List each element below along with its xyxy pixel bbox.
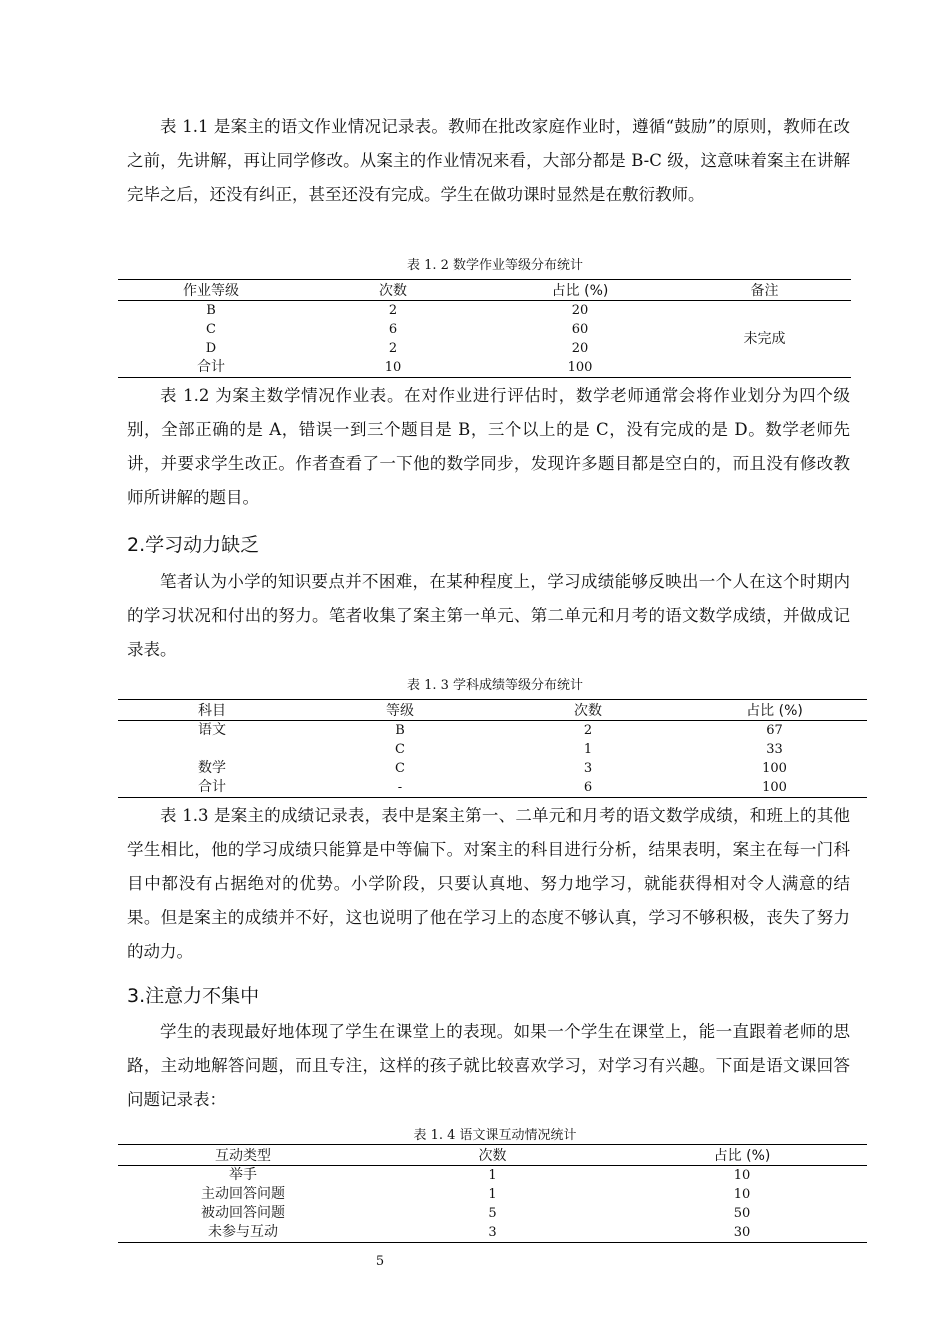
table-caption-1-4: 表 1. 4 语文课互动情况统计 <box>413 1128 577 1143</box>
table-cell: 2 <box>388 341 398 356</box>
table-cell: 100 <box>567 360 593 375</box>
table-cell: 数学 <box>198 760 226 776</box>
table-row <box>118 778 867 798</box>
table-cell: 1 <box>488 1168 497 1183</box>
table-cell: 10 <box>384 360 402 375</box>
paragraph-4: 表 1.3 是案主的成绩记录表，表中是案主第一、二单元和月考的语文数学成绩，和班上的其他学生相比，他的学习成绩只能算是中等偏下。对案主的科目进行分析，结果表明，案主在每一门科目中都没有占据绝对的优势。小学阶段，只要认真地、努力地学习，就能获得相对令人满意的结果。但是案主的成绩并不好，这也说明了他在学习上的态度不够认真，学习不够积极，丧失了努力的动力。 <box>127 806 850 961</box>
table-cell: C <box>206 322 216 337</box>
column-header: 作业等级 <box>118 280 304 301</box>
table-row <box>118 759 867 778</box>
table-row <box>118 740 867 759</box>
table-cell: 20 <box>571 303 589 318</box>
column-header: 占比 (%) <box>482 280 678 301</box>
table-cell: 33 <box>766 742 783 757</box>
table-row <box>118 721 867 741</box>
table-cell: 1 <box>488 1187 497 1202</box>
table-caption-1-3: 表 1. 3 学科成绩等级分布统计 <box>406 678 584 693</box>
paragraph-3: 笔者认为小学的知识要点并不困难，在某种程度上，学习成绩能够反映出一个人在这个时期内的学习状况和付出的努力。笔者收集了案主第一单元、第二单元和月考的语文数学成绩，并做成记录表。 <box>127 572 850 659</box>
table-cell: 50 <box>733 1206 751 1221</box>
table-cell: 100 <box>762 761 787 776</box>
class-interaction-table <box>118 1144 867 1243</box>
table-cell: 语文 <box>198 722 226 738</box>
table-cell: 100 <box>762 780 787 795</box>
table-cell: 主动回答问题 <box>201 1186 285 1202</box>
table-cell: B <box>206 303 216 318</box>
table-row <box>118 1185 867 1204</box>
table-caption-1-2: 表 1. 2 数学作业等级分布统计 <box>406 258 584 273</box>
table-cell: 3 <box>583 761 593 776</box>
remark-cell: 未完成 <box>743 330 786 347</box>
table-cell: 1 <box>583 742 593 757</box>
paragraph-5: 学生的表现最好地体现了学生在课堂上的表现。如果一个学生在课堂上，能一直跟着老师的思路，主动地解答问题，而且专注，这样的孩子就比较喜欢学习，对学习有兴趣。下面是语文课回答问题记录表： <box>127 1022 850 1109</box>
table-cell: 2 <box>583 723 593 738</box>
table-cell: 未参与互动 <box>208 1224 278 1240</box>
table-row <box>118 301 851 321</box>
table-cell: 60 <box>571 322 589 337</box>
column-header: 等级 <box>306 700 494 721</box>
table-row <box>118 1204 867 1223</box>
table-cell: 举手 <box>229 1167 257 1183</box>
column-header: 备注 <box>678 280 851 301</box>
table-cell <box>118 740 306 759</box>
paragraph-1: 表 1.1 是案主的语文作业情况记录表。教师在批改家庭作业时，遵循“鼓励”的原则，教师在改之前，先讲解，再让同学修改。从案主的作业情况来看，大部分都是 B-C 级，这意味着案主在讲解完毕之后，还没有纠正，甚至还没有完成。学生在做功课时显然是在敷衍教师。 <box>127 117 850 204</box>
table-cell: 10 <box>733 1187 751 1202</box>
table-cell: 合计 <box>198 779 226 795</box>
column-header: 次数 <box>304 280 482 301</box>
page-number: 5 <box>375 1254 385 1269</box>
table-cell: 20 <box>571 341 589 356</box>
table-row <box>118 1223 867 1243</box>
column-header: 次数 <box>494 700 682 721</box>
table-cell: 10 <box>733 1168 751 1183</box>
table-cell: 6 <box>388 322 398 337</box>
table-cell: 30 <box>733 1225 751 1240</box>
subject-grades-table <box>118 699 867 798</box>
section-heading-2: 2.学习动力缺乏 <box>127 534 260 556</box>
table-cell: B <box>395 723 405 738</box>
table-cell: 2 <box>388 303 398 318</box>
table-cell: C <box>395 742 405 757</box>
math-homework-table <box>118 279 851 378</box>
paragraph-2: 表 1.2 为案主数学情况作业表。在对作业进行评估时，数学老师通常会将作业划分为四个级别，全部正确的是 A，错误一到三个题目是 B，三个以上的是 C，没有完成的是 D。数学老师先讲，并要求学生改正。作者查看了一下他的数学同步，发现许多题目都是空白的，而且没有修改教师所讲解的题目。 <box>127 386 850 507</box>
section-heading-3: 3.注意力不集中 <box>127 985 260 1007</box>
table-cell: 6 <box>583 780 593 795</box>
column-header: 占比 (%) <box>617 1145 867 1166</box>
table-cell: D <box>205 341 217 356</box>
table-cell: 67 <box>766 723 783 738</box>
table-cell: - <box>397 780 403 795</box>
table-cell: 被动回答问题 <box>201 1205 285 1221</box>
table-cell: C <box>395 761 405 776</box>
column-header: 占比 (%) <box>682 700 867 721</box>
column-header: 次数 <box>368 1145 617 1166</box>
table-cell: 5 <box>488 1206 497 1221</box>
column-header: 科目 <box>118 700 306 721</box>
table-row <box>118 1166 867 1186</box>
table-cell: 3 <box>488 1225 497 1240</box>
table-cell: 合计 <box>197 359 225 375</box>
column-header: 互动类型 <box>118 1145 368 1166</box>
